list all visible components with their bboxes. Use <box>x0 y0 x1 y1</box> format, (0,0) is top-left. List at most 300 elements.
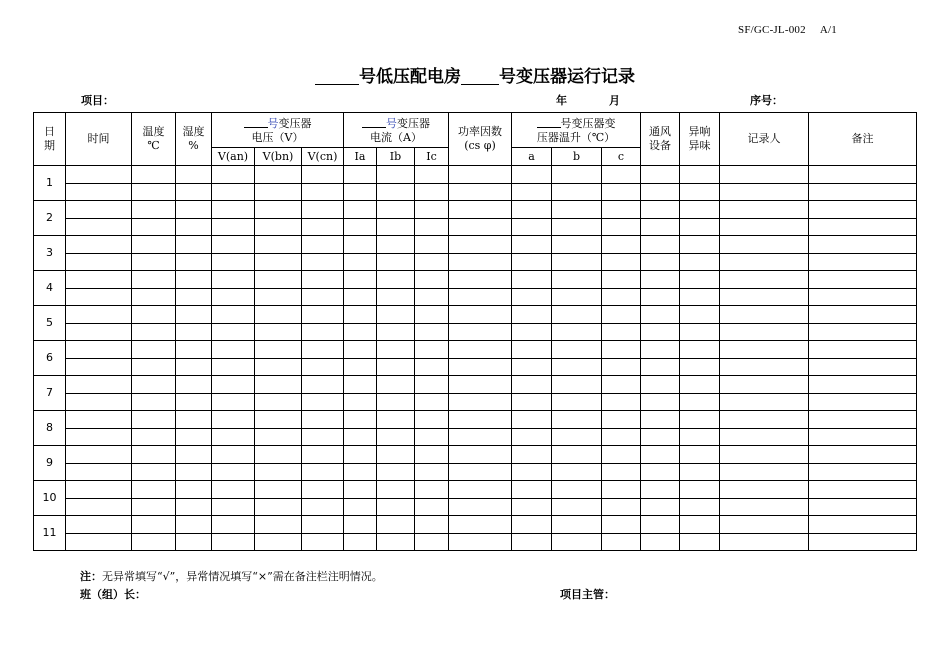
entry-cell[interactable] <box>302 289 344 306</box>
entry-cell[interactable] <box>132 394 176 411</box>
entry-cell[interactable] <box>344 429 377 446</box>
entry-cell[interactable] <box>415 481 449 499</box>
entry-cell[interactable] <box>809 254 917 271</box>
entry-cell[interactable] <box>552 166 602 184</box>
entry-cell[interactable] <box>680 201 720 219</box>
entry-cell[interactable] <box>809 499 917 516</box>
entry-cell[interactable] <box>449 516 512 534</box>
entry-cell[interactable] <box>377 324 415 341</box>
entry-cell[interactable] <box>66 219 132 236</box>
entry-cell[interactable] <box>66 184 132 201</box>
entry-cell[interactable] <box>641 411 680 429</box>
entry-cell[interactable] <box>415 341 449 359</box>
entry-cell[interactable] <box>302 184 344 201</box>
entry-cell[interactable] <box>66 201 132 219</box>
entry-cell[interactable] <box>255 306 302 324</box>
entry-cell[interactable] <box>809 306 917 324</box>
entry-cell[interactable] <box>344 481 377 499</box>
entry-cell[interactable] <box>255 516 302 534</box>
entry-cell[interactable] <box>602 499 641 516</box>
entry-cell[interactable] <box>680 446 720 464</box>
entry-cell[interactable] <box>344 184 377 201</box>
entry-cell[interactable] <box>809 184 917 201</box>
entry-cell[interactable] <box>680 324 720 341</box>
entry-cell[interactable] <box>212 359 255 376</box>
entry-cell[interactable] <box>255 464 302 481</box>
entry-cell[interactable] <box>720 481 809 499</box>
entry-cell[interactable] <box>552 306 602 324</box>
entry-cell[interactable] <box>449 499 512 516</box>
entry-cell[interactable] <box>512 376 552 394</box>
entry-cell[interactable] <box>255 394 302 411</box>
entry-cell[interactable] <box>449 201 512 219</box>
entry-cell[interactable] <box>255 446 302 464</box>
entry-cell[interactable] <box>720 184 809 201</box>
entry-cell[interactable] <box>809 289 917 306</box>
entry-cell[interactable] <box>449 446 512 464</box>
entry-cell[interactable] <box>720 411 809 429</box>
entry-cell[interactable] <box>809 534 917 551</box>
entry-cell[interactable] <box>255 289 302 306</box>
entry-cell[interactable] <box>680 254 720 271</box>
entry-cell[interactable] <box>720 254 809 271</box>
entry-cell[interactable] <box>720 324 809 341</box>
entry-cell[interactable] <box>415 254 449 271</box>
entry-cell[interactable] <box>66 166 132 184</box>
entry-cell[interactable] <box>377 271 415 289</box>
entry-cell[interactable] <box>449 411 512 429</box>
entry-cell[interactable] <box>415 201 449 219</box>
entry-cell[interactable] <box>377 429 415 446</box>
entry-cell[interactable] <box>512 534 552 551</box>
entry-cell[interactable] <box>212 236 255 254</box>
entry-cell[interactable] <box>602 411 641 429</box>
entry-cell[interactable] <box>512 166 552 184</box>
entry-cell[interactable] <box>255 499 302 516</box>
entry-cell[interactable] <box>602 481 641 499</box>
entry-cell[interactable] <box>449 376 512 394</box>
entry-cell[interactable] <box>415 166 449 184</box>
entry-cell[interactable] <box>344 324 377 341</box>
entry-cell[interactable] <box>132 219 176 236</box>
entry-cell[interactable] <box>449 464 512 481</box>
entry-cell[interactable] <box>255 359 302 376</box>
entry-cell[interactable] <box>377 376 415 394</box>
entry-cell[interactable] <box>302 411 344 429</box>
entry-cell[interactable] <box>344 271 377 289</box>
entry-cell[interactable] <box>680 516 720 534</box>
entry-cell[interactable] <box>377 184 415 201</box>
entry-cell[interactable] <box>680 341 720 359</box>
entry-cell[interactable] <box>302 324 344 341</box>
entry-cell[interactable] <box>809 271 917 289</box>
entry-cell[interactable] <box>720 534 809 551</box>
entry-cell[interactable] <box>302 359 344 376</box>
entry-cell[interactable] <box>66 376 132 394</box>
entry-cell[interactable] <box>212 411 255 429</box>
entry-cell[interactable] <box>377 219 415 236</box>
entry-cell[interactable] <box>720 429 809 446</box>
entry-cell[interactable] <box>552 289 602 306</box>
entry-cell[interactable] <box>512 184 552 201</box>
entry-cell[interactable] <box>176 289 212 306</box>
entry-cell[interactable] <box>449 341 512 359</box>
entry-cell[interactable] <box>641 306 680 324</box>
entry-cell[interactable] <box>212 446 255 464</box>
entry-cell[interactable] <box>552 341 602 359</box>
entry-cell[interactable] <box>680 166 720 184</box>
entry-cell[interactable] <box>449 429 512 446</box>
entry-cell[interactable] <box>680 411 720 429</box>
entry-cell[interactable] <box>449 324 512 341</box>
entry-cell[interactable] <box>66 254 132 271</box>
entry-cell[interactable] <box>552 499 602 516</box>
entry-cell[interactable] <box>641 446 680 464</box>
entry-cell[interactable] <box>552 534 602 551</box>
entry-cell[interactable] <box>66 411 132 429</box>
entry-cell[interactable] <box>552 376 602 394</box>
entry-cell[interactable] <box>641 499 680 516</box>
entry-cell[interactable] <box>720 166 809 184</box>
entry-cell[interactable] <box>66 429 132 446</box>
entry-cell[interactable] <box>415 516 449 534</box>
entry-cell[interactable] <box>176 201 212 219</box>
entry-cell[interactable] <box>132 481 176 499</box>
entry-cell[interactable] <box>552 271 602 289</box>
entry-cell[interactable] <box>415 464 449 481</box>
entry-cell[interactable] <box>344 499 377 516</box>
entry-cell[interactable] <box>641 254 680 271</box>
entry-cell[interactable] <box>552 324 602 341</box>
entry-cell[interactable] <box>176 411 212 429</box>
entry-cell[interactable] <box>212 306 255 324</box>
entry-cell[interactable] <box>344 534 377 551</box>
entry-cell[interactable] <box>344 411 377 429</box>
entry-cell[interactable] <box>449 306 512 324</box>
entry-cell[interactable] <box>809 429 917 446</box>
entry-cell[interactable] <box>66 394 132 411</box>
entry-cell[interactable] <box>449 534 512 551</box>
entry-cell[interactable] <box>255 219 302 236</box>
entry-cell[interactable] <box>680 499 720 516</box>
entry-cell[interactable] <box>66 446 132 464</box>
entry-cell[interactable] <box>132 201 176 219</box>
entry-cell[interactable] <box>66 534 132 551</box>
entry-cell[interactable] <box>132 236 176 254</box>
entry-cell[interactable] <box>176 306 212 324</box>
entry-cell[interactable] <box>552 394 602 411</box>
entry-cell[interactable] <box>212 324 255 341</box>
entry-cell[interactable] <box>602 201 641 219</box>
entry-cell[interactable] <box>344 394 377 411</box>
entry-cell[interactable] <box>512 236 552 254</box>
entry-cell[interactable] <box>641 516 680 534</box>
entry-cell[interactable] <box>302 429 344 446</box>
entry-cell[interactable] <box>552 429 602 446</box>
entry-cell[interactable] <box>302 446 344 464</box>
entry-cell[interactable] <box>720 394 809 411</box>
entry-cell[interactable] <box>302 464 344 481</box>
entry-cell[interactable] <box>602 429 641 446</box>
entry-cell[interactable] <box>176 254 212 271</box>
entry-cell[interactable] <box>720 446 809 464</box>
entry-cell[interactable] <box>255 324 302 341</box>
entry-cell[interactable] <box>449 236 512 254</box>
entry-cell[interactable] <box>641 359 680 376</box>
entry-cell[interactable] <box>344 306 377 324</box>
entry-cell[interactable] <box>415 219 449 236</box>
entry-cell[interactable] <box>132 289 176 306</box>
entry-cell[interactable] <box>680 481 720 499</box>
entry-cell[interactable] <box>176 446 212 464</box>
entry-cell[interactable] <box>809 464 917 481</box>
entry-cell[interactable] <box>809 236 917 254</box>
entry-cell[interactable] <box>641 201 680 219</box>
entry-cell[interactable] <box>512 429 552 446</box>
entry-cell[interactable] <box>512 499 552 516</box>
entry-cell[interactable] <box>720 201 809 219</box>
entry-cell[interactable] <box>720 516 809 534</box>
entry-cell[interactable] <box>512 289 552 306</box>
entry-cell[interactable] <box>212 201 255 219</box>
entry-cell[interactable] <box>449 289 512 306</box>
entry-cell[interactable] <box>255 341 302 359</box>
entry-cell[interactable] <box>66 306 132 324</box>
entry-cell[interactable] <box>66 324 132 341</box>
entry-cell[interactable] <box>66 289 132 306</box>
entry-cell[interactable] <box>720 359 809 376</box>
entry-cell[interactable] <box>132 516 176 534</box>
entry-cell[interactable] <box>377 464 415 481</box>
entry-cell[interactable] <box>132 359 176 376</box>
entry-cell[interactable] <box>809 359 917 376</box>
entry-cell[interactable] <box>552 236 602 254</box>
entry-cell[interactable] <box>809 201 917 219</box>
entry-cell[interactable] <box>302 271 344 289</box>
entry-cell[interactable] <box>415 271 449 289</box>
entry-cell[interactable] <box>602 341 641 359</box>
entry-cell[interactable] <box>212 516 255 534</box>
entry-cell[interactable] <box>176 166 212 184</box>
entry-cell[interactable] <box>377 236 415 254</box>
entry-cell[interactable] <box>255 411 302 429</box>
entry-cell[interactable] <box>641 341 680 359</box>
entry-cell[interactable] <box>212 394 255 411</box>
entry-cell[interactable] <box>602 306 641 324</box>
entry-cell[interactable] <box>449 271 512 289</box>
entry-cell[interactable] <box>66 516 132 534</box>
entry-cell[interactable] <box>552 359 602 376</box>
entry-cell[interactable] <box>255 254 302 271</box>
entry-cell[interactable] <box>176 271 212 289</box>
entry-cell[interactable] <box>344 289 377 306</box>
entry-cell[interactable] <box>809 166 917 184</box>
entry-cell[interactable] <box>641 271 680 289</box>
entry-cell[interactable] <box>344 359 377 376</box>
entry-cell[interactable] <box>552 446 602 464</box>
entry-cell[interactable] <box>377 306 415 324</box>
entry-cell[interactable] <box>641 394 680 411</box>
entry-cell[interactable] <box>302 394 344 411</box>
entry-cell[interactable] <box>720 341 809 359</box>
entry-cell[interactable] <box>449 481 512 499</box>
entry-cell[interactable] <box>302 516 344 534</box>
entry-cell[interactable] <box>552 481 602 499</box>
entry-cell[interactable] <box>212 254 255 271</box>
entry-cell[interactable] <box>641 324 680 341</box>
entry-cell[interactable] <box>377 516 415 534</box>
entry-cell[interactable] <box>415 411 449 429</box>
entry-cell[interactable] <box>302 376 344 394</box>
entry-cell[interactable] <box>176 534 212 551</box>
entry-cell[interactable] <box>302 219 344 236</box>
entry-cell[interactable] <box>552 411 602 429</box>
entry-cell[interactable] <box>132 534 176 551</box>
entry-cell[interactable] <box>641 289 680 306</box>
entry-cell[interactable] <box>641 166 680 184</box>
entry-cell[interactable] <box>809 481 917 499</box>
entry-cell[interactable] <box>449 219 512 236</box>
entry-cell[interactable] <box>552 464 602 481</box>
entry-cell[interactable] <box>176 499 212 516</box>
entry-cell[interactable] <box>344 166 377 184</box>
entry-cell[interactable] <box>449 166 512 184</box>
entry-cell[interactable] <box>680 271 720 289</box>
entry-cell[interactable] <box>176 516 212 534</box>
entry-cell[interactable] <box>377 446 415 464</box>
entry-cell[interactable] <box>809 516 917 534</box>
entry-cell[interactable] <box>809 324 917 341</box>
entry-cell[interactable] <box>680 534 720 551</box>
entry-cell[interactable] <box>66 499 132 516</box>
entry-cell[interactable] <box>512 359 552 376</box>
entry-cell[interactable] <box>302 254 344 271</box>
entry-cell[interactable] <box>512 201 552 219</box>
entry-cell[interactable] <box>344 446 377 464</box>
entry-cell[interactable] <box>132 411 176 429</box>
entry-cell[interactable] <box>680 236 720 254</box>
entry-cell[interactable] <box>132 324 176 341</box>
entry-cell[interactable] <box>176 359 212 376</box>
entry-cell[interactable] <box>512 516 552 534</box>
entry-cell[interactable] <box>377 201 415 219</box>
entry-cell[interactable] <box>66 236 132 254</box>
entry-cell[interactable] <box>255 184 302 201</box>
entry-cell[interactable] <box>66 359 132 376</box>
entry-cell[interactable] <box>212 534 255 551</box>
entry-cell[interactable] <box>344 236 377 254</box>
entry-cell[interactable] <box>720 376 809 394</box>
entry-cell[interactable] <box>302 341 344 359</box>
entry-cell[interactable] <box>132 464 176 481</box>
entry-cell[interactable] <box>720 464 809 481</box>
entry-cell[interactable] <box>720 236 809 254</box>
entry-cell[interactable] <box>680 359 720 376</box>
entry-cell[interactable] <box>302 534 344 551</box>
entry-cell[interactable] <box>512 394 552 411</box>
entry-cell[interactable] <box>809 394 917 411</box>
entry-cell[interactable] <box>344 376 377 394</box>
entry-cell[interactable] <box>641 219 680 236</box>
entry-cell[interactable] <box>176 394 212 411</box>
entry-cell[interactable] <box>512 341 552 359</box>
entry-cell[interactable] <box>641 534 680 551</box>
entry-cell[interactable] <box>132 306 176 324</box>
entry-cell[interactable] <box>66 271 132 289</box>
entry-cell[interactable] <box>415 499 449 516</box>
entry-cell[interactable] <box>680 464 720 481</box>
entry-cell[interactable] <box>302 499 344 516</box>
entry-cell[interactable] <box>212 376 255 394</box>
entry-cell[interactable] <box>720 499 809 516</box>
entry-cell[interactable] <box>132 499 176 516</box>
entry-cell[interactable] <box>512 464 552 481</box>
entry-cell[interactable] <box>344 201 377 219</box>
entry-cell[interactable] <box>449 359 512 376</box>
entry-cell[interactable] <box>602 289 641 306</box>
entry-cell[interactable] <box>415 534 449 551</box>
entry-cell[interactable] <box>377 499 415 516</box>
entry-cell[interactable] <box>255 481 302 499</box>
entry-cell[interactable] <box>449 184 512 201</box>
entry-cell[interactable] <box>512 306 552 324</box>
entry-cell[interactable] <box>132 166 176 184</box>
entry-cell[interactable] <box>302 306 344 324</box>
entry-cell[interactable] <box>602 271 641 289</box>
entry-cell[interactable] <box>641 429 680 446</box>
entry-cell[interactable] <box>132 341 176 359</box>
entry-cell[interactable] <box>720 219 809 236</box>
entry-cell[interactable] <box>212 499 255 516</box>
entry-cell[interactable] <box>377 359 415 376</box>
entry-cell[interactable] <box>809 376 917 394</box>
entry-cell[interactable] <box>212 166 255 184</box>
entry-cell[interactable] <box>176 429 212 446</box>
title-blank-2[interactable] <box>461 68 499 85</box>
entry-cell[interactable] <box>255 201 302 219</box>
entry-cell[interactable] <box>809 446 917 464</box>
entry-cell[interactable] <box>212 219 255 236</box>
entry-cell[interactable] <box>377 534 415 551</box>
entry-cell[interactable] <box>344 516 377 534</box>
entry-cell[interactable] <box>377 411 415 429</box>
entry-cell[interactable] <box>66 464 132 481</box>
entry-cell[interactable] <box>602 534 641 551</box>
entry-cell[interactable] <box>344 219 377 236</box>
entry-cell[interactable] <box>212 289 255 306</box>
entry-cell[interactable] <box>641 464 680 481</box>
entry-cell[interactable] <box>512 411 552 429</box>
entry-cell[interactable] <box>255 376 302 394</box>
entry-cell[interactable] <box>212 184 255 201</box>
entry-cell[interactable] <box>449 254 512 271</box>
entry-cell[interactable] <box>552 219 602 236</box>
entry-cell[interactable] <box>302 481 344 499</box>
entry-cell[interactable] <box>132 376 176 394</box>
entry-cell[interactable] <box>377 481 415 499</box>
entry-cell[interactable] <box>212 341 255 359</box>
entry-cell[interactable] <box>302 236 344 254</box>
entry-cell[interactable] <box>415 324 449 341</box>
entry-cell[interactable] <box>377 166 415 184</box>
entry-cell[interactable] <box>132 271 176 289</box>
entry-cell[interactable] <box>176 464 212 481</box>
entry-cell[interactable] <box>415 184 449 201</box>
entry-cell[interactable] <box>512 481 552 499</box>
entry-cell[interactable] <box>641 376 680 394</box>
entry-cell[interactable] <box>415 446 449 464</box>
entry-cell[interactable] <box>602 446 641 464</box>
